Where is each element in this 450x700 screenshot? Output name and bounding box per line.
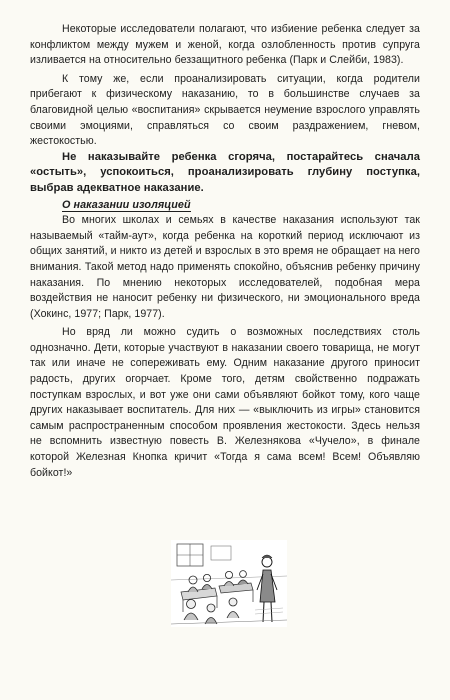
section-heading [30,198,420,214]
paragraph-2: К тому же, если проанализировать ситуации, когда родители прибегают к физическому наказанию, то в большинстве случаев за благовидной целью «воспитания» скрывается неумение взрослого управлять своими эмоциями, справляться со своим раздражением, гневом, жестокостью. [30,72,420,148]
classroom-illustration [171,540,287,627]
page-content [30,22,420,481]
section-paragraph-1: Во многих школах и семьях в качестве наказания используют так называемый «тайм-аут», когда ребенка на короткий период исключают из общих занятий, и никто из детей и взрослых в это время не обращает на него внимания. Такой метод надо применять спокойно, объяснив ребенку причину наказания. По мнению некоторых исследователей, подобная мера воздействия не наносит ребенку ни физического, ни эмоционального вреда (Хокинс, 1977; Парк, 1977). [30,214,420,320]
section-paragraph-2: Но вряд ли можно судить о возможных последствиях столь однозначно. Дети, которые участвуют в наказании своего товарища, не могут так или иначе не сопереживать ему. Одним наказание другого приносит радость, других огорчает. Кроме того, детям свойственно подражать поступкам взрослых, и вот уже они сами объявляют бойкот тому, кого чаще других наказывает воспитатель. Для них — «выключить из игры» становится самым распространенным способом проявления жестокости. Здесь нельзя не вспомнить известную повесть В. Железнякова «Чучело», в финале которой Железная Кнопка кричит «Тогда я сама всем! Всем! Объявляю бойкот!» [30,326,420,479]
section-heading-text: О наказании изоляцией [62,198,191,211]
emphasis-advice: Не наказывайте ребенка сгоряча, постарайтесь сначала «остыть», успокоиться, проанализировать глубину поступка, выбрав адекватное наказание. [30,150,420,194]
paragraph-1: Некоторые исследователи полагают, что избиение ребенка следует за конфликтом между мужем и женой, когда озлобленность против супруга изливается на относительно беззащитного ребенка (Парк и Слейби, 1983). [30,23,420,67]
